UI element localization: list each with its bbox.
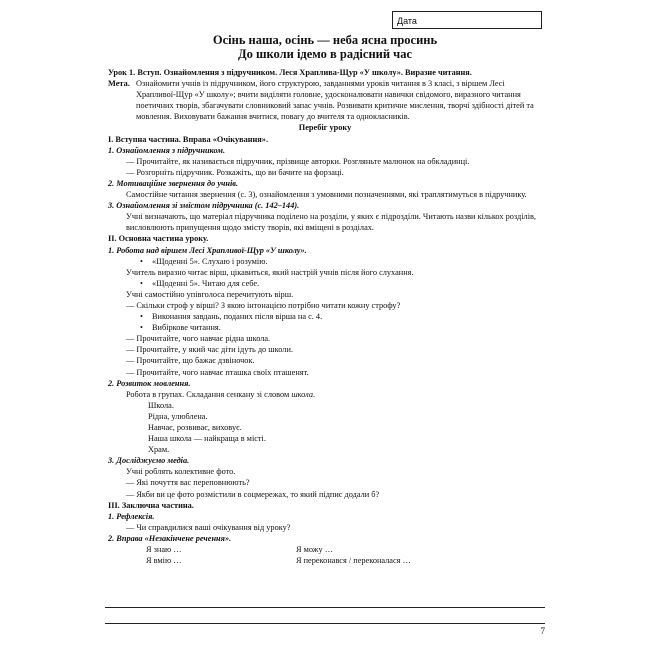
page-title — [105, 33, 545, 61]
answer-line[interactable] — [105, 623, 545, 624]
part2-s1-dash: — Прочитайте, у який час діти ідуть до школи. — [126, 345, 293, 355]
part3-heading: III. Заключна частина. — [108, 500, 194, 510]
part1-s3-title: 3. Ознайомлення зі змістом підручника (с. 142–144). — [108, 201, 300, 211]
part2-s1-dash: — Прочитайте, чого навчає пташка своїх пташенят. — [126, 367, 309, 377]
part1-s1-line: — Прочитайте, як називається підручник, прізвище авторки. Розгляньте малюнок на обкладинці. — [126, 156, 470, 166]
part2-s2-intro-end: . — [312, 389, 316, 399]
title-line-2: До школи ідемо в радісний час — [237, 47, 413, 61]
part2-s3-line: Учні роблять колективне фото. — [126, 467, 236, 477]
part2-s2-title: 2. Розвиток мовлення. — [108, 378, 191, 388]
part2-s1-title: 1. Робота над віршем Лесі Храпливої-Щур «У школу». — [108, 245, 307, 255]
part2-s1-bullet: • Вибіркове читання. — [108, 322, 542, 333]
lesson-goal — [108, 78, 542, 122]
goal-label: Мета. — [108, 79, 130, 89]
part2-s1-bullet: • Виконання завдань, поданих після вірша на с. 4. — [108, 311, 542, 322]
part2-s1-text: Учитель виразно читає вірш, цікавиться, який настрій учнів після його слухання. — [126, 267, 414, 277]
cinquain-line: Навчає, розвиває, виховує. — [148, 423, 242, 432]
sentence-able: Я вмію … — [146, 556, 182, 566]
part1-heading: I. Вступна частина. Вправа «Очікування». — [108, 134, 269, 144]
cinquain-line: Храм. — [148, 445, 170, 455]
part1-s1-title: 1. Ознайомлення з підручником. — [108, 145, 226, 155]
date-field[interactable] — [392, 11, 542, 29]
sentence-can: Я можу … — [296, 545, 334, 555]
lesson-heading: Урок 1. Вступ. Ознайомлення з підручником. Леся Храплива-Щур «У школу». Виразне читання. — [108, 68, 472, 77]
unfinished-sentences-row — [108, 544, 542, 555]
sentence-convinced: Я переконався / переконалася … — [296, 556, 411, 566]
cinquain-line: Рідна, улюблена. — [148, 411, 208, 421]
part2-s3-line: — Які почуття вас переповнюють? — [126, 478, 250, 488]
part2-s2-intro-text: Робота в групах. Складання сенкану зі словом — [126, 389, 292, 399]
part2-s1-dash: — Прочитайте, що бажає дзвіночок. — [126, 356, 255, 366]
part2-s3-title: 3. Досліджуємо медіа. — [108, 456, 190, 466]
date-label: Дата — [397, 16, 417, 26]
worksheet-page — [105, 5, 545, 645]
sentence-know: Я знаю … — [146, 545, 182, 555]
part2-s1-dash: — Прочитайте, чого навчає рідна школа. — [126, 334, 271, 344]
part2-s1-bullet: • «Щоденні 5». Слухаю і розумію. — [108, 256, 542, 267]
goal-text: Ознайомити учнів із підручником, його структурою, завданнями уроків читання в 3 класі, з віршем Лесі Храпливої-Щур «У школу»; вчити виділяти головне, удосконалювати навички свідомого, виразного читання поетичних творів, збагачувати словниковий запас учнів. Розвивати критичне мислення, творчі здібності дітей та мовлення. Виховувати бажання вчитися, повагу до вчителя та однокласників. — [136, 79, 534, 122]
part2-s1-bullet: • «Щоденні 5». Читаю для себе. — [108, 278, 542, 289]
part3-s1-line: — Чи справдилися ваші очікування від уроку? — [126, 522, 291, 532]
part3-s1-title: 1. Рефлексія. — [108, 511, 155, 521]
part3-s2-title: 2. Вправа «Незакінчене речення». — [108, 533, 232, 543]
lesson-content — [108, 67, 542, 566]
title-line-1: Осінь наша, осінь — неба ясна просинь — [212, 33, 438, 47]
part2-s2-intro-word: школа — [291, 389, 313, 399]
part2-s2-intro — [108, 389, 542, 400]
part1-s3-text: Учні визначають, що матеріал підручника поділено на розділи, у яких є підрозділи. Читають назви кількох розділів, висловлюють припущення щодо змісту творів, які вміщені в розділах. — [126, 212, 536, 233]
cinquain-line: Школа. — [148, 400, 174, 410]
part1-s1-line: — Розгорніть підручник. Розкажіть, що ви бачите на форзаці. — [126, 167, 344, 177]
part2-s3-line: — Якби ви це фото розмістили в соцмережах, то який підпис додали б? — [126, 489, 380, 499]
part2-s1-question: — Скільки строф у вірші? З якою інтонацією потрібно читати кожну строфу? — [126, 300, 401, 310]
part2-heading: II. Основна частина уроку. — [108, 234, 209, 244]
answer-line[interactable] — [105, 607, 545, 608]
part2-s1-text: Учні самостійно упівголоса перечитують вірш. — [126, 289, 294, 299]
lesson-progress-heading: Перебіг уроку — [298, 123, 352, 133]
page-number: 7 — [540, 626, 545, 636]
part1-s2-title: 2. Мотиваційне звернення до учнів. — [108, 178, 239, 188]
unfinished-sentences-row — [108, 555, 542, 566]
cinquain-line: Наша школа — найкраща в місті. — [148, 434, 266, 444]
part1-s2-text: Самостійне читання звернення (с. 3), ознайомлення з умовними позначеннями, які траплятимуться в підручнику. — [126, 190, 527, 200]
